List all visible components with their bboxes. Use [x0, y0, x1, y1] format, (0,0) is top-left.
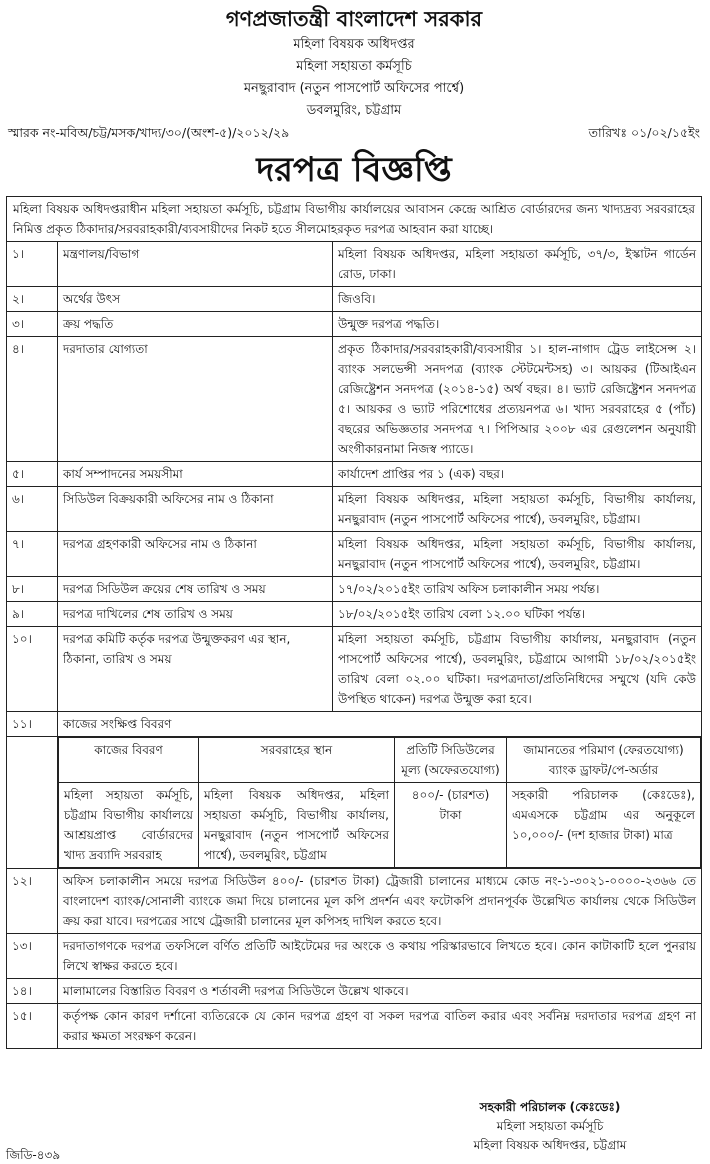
footer-code: জিডি-৪৩৯ — [6, 1148, 61, 1162]
notice-date: তারিখঃ ০১/০২/১৫ইং — [588, 125, 700, 140]
table-row — [7, 532, 702, 577]
row-value: উন্মুক্ত দরপত্র পদ্ধতি। — [333, 312, 702, 337]
row-label: দরপত্র কমিটি কর্তৃক দরপত্র উন্মুক্তকরণ এর স্থান, ঠিকানা, তারিখ ও সময় — [58, 627, 333, 712]
table-row — [7, 577, 702, 602]
row-number: ১০। — [7, 627, 58, 712]
signature-block — [420, 1098, 680, 1155]
table-row — [7, 487, 702, 532]
signatory-program: মহিলা সহায়তা কর্মসূচি — [496, 1119, 604, 1133]
row-number: ১৫। — [7, 1004, 58, 1049]
table-row — [7, 312, 702, 337]
sub-table-row — [59, 783, 701, 868]
row-number: ৫। — [7, 462, 58, 487]
row-value: ১৮/০২/২০১৫ইং তারিখ বেলা ১২.০০ ঘটিকা পর্যন্ত। — [333, 602, 702, 627]
office-location: ডবলমুরিং, চট্টগ্রাম — [306, 103, 402, 118]
row-number: ১৪। — [7, 979, 58, 1004]
security-amount-cell: সহকারী পরিচালক (কেঃডেঃ), এমএসকে চট্টগ্রাম এর অনুকূলে ১০,০০০/- (দশ হাজার টাকা) মাত্র — [507, 783, 701, 868]
row-value: অফিস চলাকালীন সময়ে দরপত্র সিডিউল ৪০০/- (চারশত টাকা) ট্রেজারী চালানের মাধ্যমে কোড নং-১-৩০২১-০০০০-২৩৬৬ তে বাংলাদেশ ব্যাংক/সোনালী ব্যাংকে জমা দিয়ে চালানের মূল কপি প্রদর্শন এবং ফটোকপি প্রদানপূর্বক উল্লেখিত কার্যালয় থেকে সিডিউল ক্রয় করা যাবে। দরপত্রের সাথে ট্রেজারী চালানের মূল কপিসহ দাখিল করতে হবে। — [58, 869, 702, 934]
row-value: মহিলা বিষয়ক অধিদপ্তর, মহিলা সহায়তা কর্মসূচি, বিভাগীয় কার্যালয়, মনছুরাবাদ (নতুন পাসপোর্ট অফিসের পার্শ্বে), ডবলমুরিং, চট্টগ্রাম। — [333, 487, 702, 532]
work-description-table — [58, 737, 701, 868]
work-description-row — [7, 737, 702, 869]
department-name: মহিলা বিষয়ক অধিদপ্তর — [293, 37, 415, 52]
sub-table-header — [59, 738, 701, 783]
signatory-title: সহকারী পরিচালক (কেঃডেঃ) — [479, 1100, 621, 1114]
column-header: জামানতের পরিমাণ (ফেরতযোগ্য) ব্যাংক ড্রাফট/পে-অর্ডার — [507, 738, 701, 783]
row-number: ৪। — [7, 337, 58, 462]
row-number: ১১। — [7, 712, 58, 737]
column-header: সরবরাহের স্থান — [199, 738, 395, 783]
row-label: দরপত্র দাখিলের শেষ তারিখ ও সময় — [58, 602, 333, 627]
row-label: কার্য সম্পাদনের সময়সীমা — [58, 462, 333, 487]
row-number: ১৩। — [7, 934, 58, 979]
notice-title: দরপত্র বিজ্ঞপ্তি — [256, 150, 452, 190]
row-number: ২। — [7, 287, 58, 312]
row-number: ৭। — [7, 532, 58, 577]
program-name: মহিলা সহায়তা কর্মসূচি — [296, 59, 412, 74]
tender-details-table — [6, 241, 702, 1049]
table-row — [7, 934, 702, 979]
memo-number: স্মারক নং-মবিঅ/চট্ট/মসক/খাদ্য/৩০/(অংশ-৫)/২০১২/২৯ — [8, 125, 290, 140]
office-address: মনছুরাবাদ (নতুন পাসপোর্ট অফিসের পার্শ্বে) — [243, 81, 465, 96]
row-number: ১। — [7, 242, 58, 287]
row-value: মহিলা বিষয়ক অধিদপ্তর, মহিলা সহায়তা কর্মসূচি, ৩৭/৩, ইস্কাটন গার্ডেন রোড, ঢাকা। — [333, 242, 702, 287]
schedule-price-cell: ৪০০/- (চারশত) টাকা — [395, 783, 507, 868]
intro-paragraph: মহিলা বিষয়ক অধিদপ্তরাধীন মহিলা সহায়তা কর্মসূচি, চট্টগ্রাম বিভাগীয় কার্যালয়ের আবাসন কেন্দ্রে আশ্রিত বোর্ডারদের জন্য খাদ্যদ্রব্য সরবরাহের নিমিত্ত প্রকৃত ঠিকাদার/সরবরাহকারী/ব্যবসায়ীদের নিকট হতে সীলমোহরকৃত দরপত্র আহবান করা যাচ্ছে। — [6, 196, 702, 241]
row-label: মন্ত্রণালয়/বিভাগ — [58, 242, 333, 287]
row-number: ৬। — [7, 487, 58, 532]
signatory-department: মহিলা বিষয়ক অধিদপ্তর, চট্টগ্রাম — [473, 1138, 627, 1152]
table-row — [7, 602, 702, 627]
table-row — [7, 462, 702, 487]
table-row — [7, 712, 702, 737]
row-number: ১২। — [7, 869, 58, 934]
row-label: কাজের সংক্ষিপ্ত বিবরণ — [63, 717, 172, 731]
work-description-cell: মহিলা সহায়তা কর্মসূচি, চট্টগ্রাম বিভাগীয় কার্যালয়ে আশ্রয়প্রাপ্ত বোর্ডারদের খাদ্য দ্রব্যাদি সরবরাহ — [59, 783, 199, 868]
row-label: ক্রয় পদ্ধতি — [58, 312, 333, 337]
column-header: প্রতিটি সিডিউলের মূল্য (অফেরতযোগ্য) — [395, 738, 507, 783]
row-value: মালামালের বিস্তারিত বিবরণ ও শর্তাবলী দরপত্র সিডিউলে উল্লেখ থাকবে। — [58, 979, 702, 1004]
row-number: ৯। — [7, 602, 58, 627]
row-value: প্রকৃত ঠিকাদার/সরবরাহকারী/ব্যবসায়ীর ১। হাল-নাগাদ ট্রেড লাইসেন্স ২। ব্যাংক সলভেন্সী সনদপত্র (ব্যাংক স্টেটমেন্টসহ) ৩। আয়কর (টিআইএন রেজিষ্ট্রেশন সনদপত্র (২০১৪-১৫) অর্থ বছর। ৪। ভ্যাট রেজিষ্ট্রেশন সনদপত্র ৫। আয়কর ও ভ্যাট পরিশোধের প্রত্যয়নপত্র ৬। খাদ্য সরবরাহের ৫ (পাঁচ) বছরের অভিজ্ঞতার সনদপত্র ৭। পিপিআর ২০০৮ এর রেগুলেশন অনুযায়ী অংগীকারনামা নিজস্ব প্যাডে। — [333, 337, 702, 462]
table-row — [7, 242, 702, 287]
row-value: কর্তৃপক্ষ কোন কারণ দর্শানো ব্যতিরেকে যে কোন দরপত্র গ্রহণ বা সকল দরপত্র বাতিল করার এবং সর্বনিম্ন দরদাতার দরপত্র গ্রহণ না করার ক্ষমতা সংরক্ষণ করেন। — [58, 1004, 702, 1049]
row-value: কার্যাদেশ প্রাপ্তির পর ১ (এক) বছর। — [333, 462, 702, 487]
row-value: দরদাতাগণকে দরপত্র তফসিলে বর্ণিত প্রতিটি আইটেমের দর অংকে ও কথায় পরিস্কারভাবে লিখতে হবে। কোন কাটাকাটি হলে পুনরায় লিখে স্বাক্ষর করতে হবে। — [58, 934, 702, 979]
row-value: ১৭/০২/২০১৫ইং তারিখ অফিস চলাকালীন সময় পর্যন্ত। — [333, 577, 702, 602]
row-label: অর্থের উৎস — [58, 287, 333, 312]
row-value: মহিলা সহায়তা কর্মসূচি, চট্টগ্রাম বিভাগীয় কার্যালয়, মনছুরাবাদ (নতুন পাসপোর্ট অফিসের পার্শ্বে), ডবলমুরিং, চট্টগ্রামে আগামী ১৮/০২/২০১৫ইং তারিখ বেলা ০২.০০ ঘটিকা। দরপত্রদাতা/প্রতিনিধিদের সম্মুখে (যদি কেউ উপস্থিত থাকেন) দরপত্র উন্মুক্ত করা হবে। — [333, 627, 702, 712]
notice-page — [6, 4, 702, 1049]
column-header: কাজের বিবরণ — [59, 738, 199, 783]
table-row — [7, 627, 702, 712]
table-row — [7, 1004, 702, 1049]
row-label: দরদাতার যোগ্যতা — [58, 337, 333, 462]
table-row — [7, 337, 702, 462]
row-value: মহিলা বিষয়ক অধিদপ্তর, মহিলা সহায়তা কর্মসূচি, বিভাগীয় কার্যালয়, মনছুরাবাদ (নতুন পাসপোর্ট অফিসের পার্শ্বে), ডবলমুরিং, চট্টগ্রাম। — [333, 532, 702, 577]
supply-location-cell: মহিলা বিষয়ক অধিদপ্তর, মহিলা সহায়তা কর্মসূচি, বিভাগীয় কার্যালয়, মনছুরাবাদ (নতুন পাসপোর্ট অফিসের পার্শ্বে), ডবলমুরিং, চট্টগ্রাম — [199, 783, 395, 868]
row-number: ৮। — [7, 577, 58, 602]
memo-row — [6, 122, 702, 144]
table-row — [7, 869, 702, 934]
row-label: দরপত্র সিডিউল ক্রয়ের শেষ তারিখ ও সময় — [58, 577, 333, 602]
row-value: জিওবি। — [333, 287, 702, 312]
table-row — [7, 979, 702, 1004]
table-row — [7, 287, 702, 312]
row-label: সিডিউল বিক্রয়কারী অফিসের নাম ও ঠিকানা — [58, 487, 333, 532]
row-number: ৩। — [7, 312, 58, 337]
header — [6, 4, 702, 122]
row-label: দরপত্র গ্রহণকারী অফিসের নাম ও ঠিকানা — [58, 532, 333, 577]
government-title: গণপ্রজাতন্ত্রী বাংলাদেশ সরকার — [225, 7, 483, 31]
